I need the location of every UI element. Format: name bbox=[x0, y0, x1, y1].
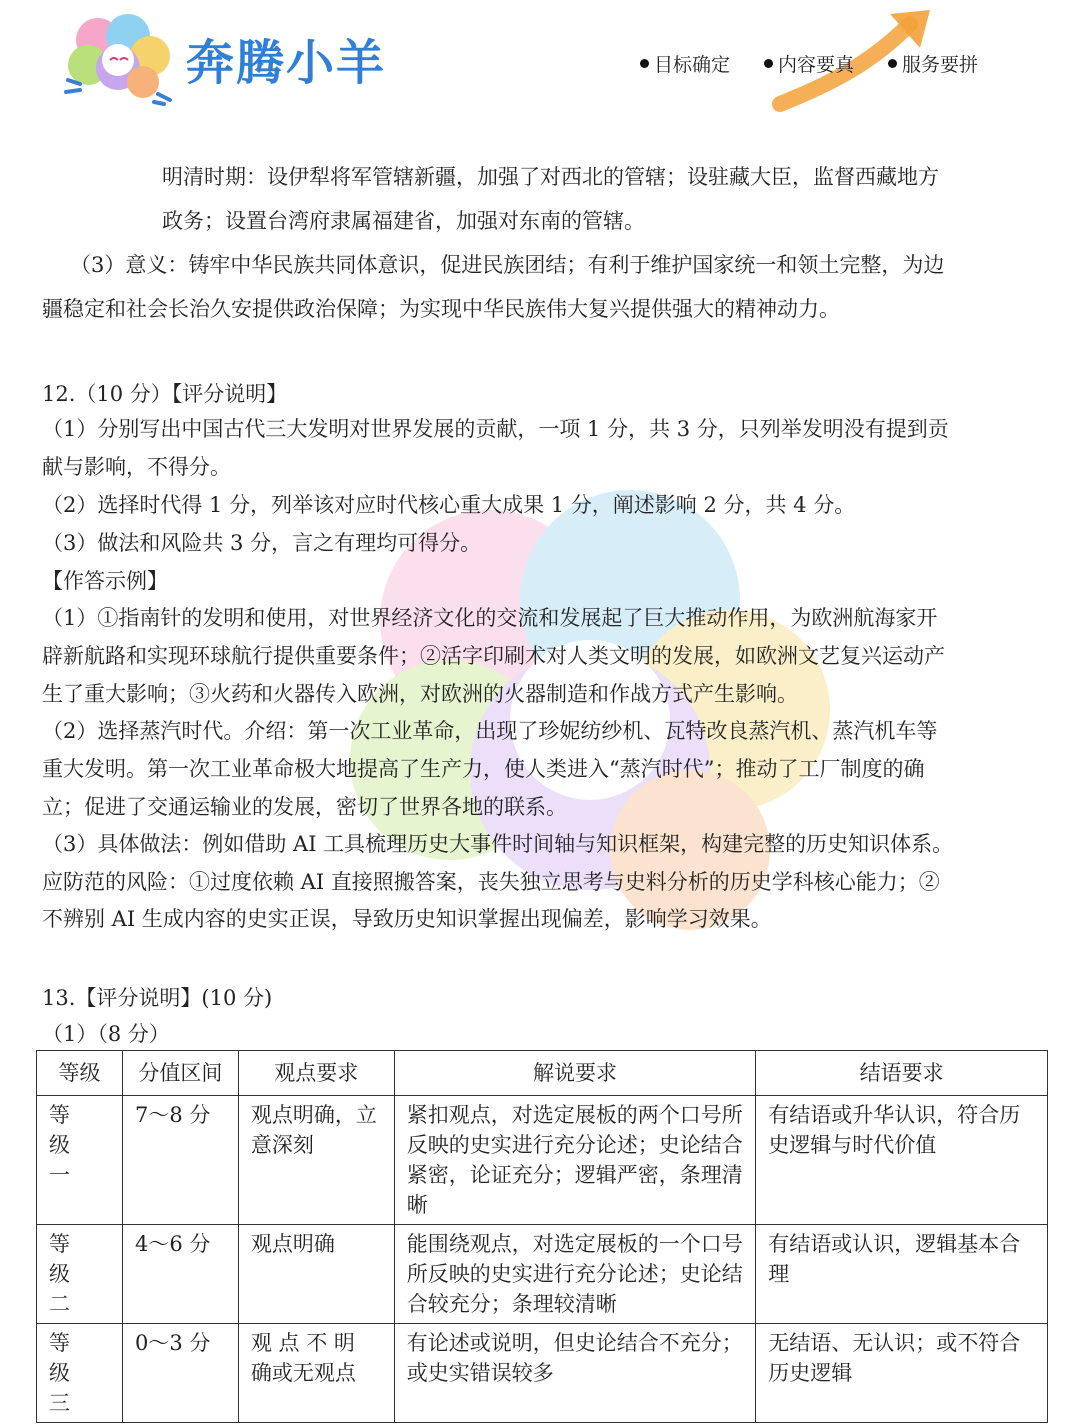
table-row bbox=[37, 1324, 1048, 1423]
text-line: （1）分别写出中国古代三大发明对世界发展的贡献，一项 1 分，共 3 分，只列举发明没有提到贡 bbox=[42, 417, 949, 441]
table-header: 解说要求 bbox=[394, 1051, 756, 1096]
level-cell: 等 级 二 bbox=[37, 1225, 123, 1324]
table-header: 等级 bbox=[37, 1051, 123, 1096]
score-cell: 0～3 分 bbox=[122, 1324, 238, 1423]
view-cell: 观 点 不 明 确或无观点 bbox=[238, 1324, 394, 1423]
bullet-icon bbox=[764, 59, 773, 68]
view-cell: 观点明确 bbox=[238, 1225, 394, 1324]
view-cell: 观点明确，立意深刻 bbox=[238, 1096, 394, 1225]
table-row bbox=[37, 1096, 1048, 1225]
text-line: 不辨别 AI 生成内容的史实正误，导致历史知识掌握出现偏差，影响学习效果。 bbox=[42, 907, 772, 931]
score-cell: 4～6 分 bbox=[122, 1225, 238, 1324]
explain-cell: 紧扣观点，对选定展板的两个口号所反映的史实进行充分论述；史论结合紧密，论证充分；逻辑严密，条理清晰 bbox=[394, 1096, 756, 1225]
table-header: 观点要求 bbox=[238, 1051, 394, 1096]
text-line: 疆稳定和社会长治久安提供政治保障；为实现中华民族伟大复兴提供强大的精神动力。 bbox=[42, 297, 840, 321]
text-line: （3）做法和风险共 3 分，言之有理均可得分。 bbox=[42, 531, 482, 555]
slogan-tag: 内容要真 bbox=[764, 50, 854, 77]
slogan-tag: 目标确定 bbox=[640, 50, 730, 77]
text-line: 立；促进了交通运输业的发展，密切了世界各地的联系。 bbox=[42, 795, 567, 819]
slogan-tag: 服务要拼 bbox=[888, 50, 978, 77]
score-cell: 7～8 分 bbox=[122, 1096, 238, 1225]
text-line: （1）①指南针的发明和使用，对世界经济文化的交流和发展起了巨大推动作用，为欧洲航海家开 bbox=[42, 606, 938, 630]
bullet-icon bbox=[888, 59, 897, 68]
brand-name: 奔腾小羊 bbox=[186, 35, 387, 91]
text-line: 应防范的风险：①过度依赖 AI 直接照搬答案，丧失独立思考与史料分析的历史学科核心能力；② bbox=[42, 870, 940, 894]
answer-example-heading: 【作答示例】 bbox=[42, 569, 168, 593]
text-line: （2）选择时代得 1 分，列举该对应时代核心重大成果 1 分，阐述影响 2 分，共 4 分。 bbox=[42, 493, 856, 517]
explain-cell: 能围绕观点，对选定展板的一个口号所反映的史实进行充分论述；史论结合较充分；条理较清晰 bbox=[394, 1225, 756, 1324]
ending-cell: 有结语或升华认识，符合历史逻辑与时代价值 bbox=[756, 1096, 1048, 1225]
text-line: 辟新航路和实现环球航行提供重要条件；②活字印刷术对人类文明的发展，如欧洲文艺复兴运动产 bbox=[42, 644, 945, 668]
text-line: 重大发明。第一次工业革命极大地提高了生产力，使人类进入“蒸汽时代”；推动了工厂制度的确 bbox=[42, 757, 925, 781]
text-line: （2）选择蒸汽时代。介绍：第一次工业革命，出现了珍妮纺纱机、瓦特改良蒸汽机、蒸汽机车等 bbox=[42, 719, 938, 743]
ending-cell: 无结语、无认识；或不符合历史逻辑 bbox=[756, 1324, 1048, 1423]
question-12-title: 12.（10 分）【评分说明】 bbox=[42, 382, 288, 406]
table-header: 分值区间 bbox=[122, 1051, 238, 1096]
text-line: （3）意义：铸牢中华民族共同体意识，促进民族团结；有利于维护国家统一和领土完整，为边 bbox=[70, 253, 945, 277]
text-line: 政务；设置台湾府隶属福建省，加强对东南的管辖。 bbox=[162, 209, 645, 233]
grading-table bbox=[36, 1050, 1048, 1423]
question-13-title: 13.【评分说明】(10 分) bbox=[42, 986, 273, 1010]
level-cell: 等 级 三 bbox=[37, 1324, 123, 1423]
text-line: 献与影响，不得分。 bbox=[42, 455, 231, 479]
sheep-logo-icon bbox=[58, 10, 178, 108]
table-header-row bbox=[37, 1051, 1048, 1096]
question-13-subtitle: （1）（8 分） bbox=[42, 1022, 170, 1046]
text-line: （3）具体做法：例如借助 AI 工具梳理历史大事件时间轴与知识框架，构建完整的历史知识体系。 bbox=[42, 832, 954, 856]
ending-cell: 有结语或认识，逻辑基本合理 bbox=[756, 1225, 1048, 1324]
text-line: 生了重大影响；③火药和火器传入欧洲，对欧洲的火器制造和作战方式产生影响。 bbox=[42, 682, 798, 706]
text-line: 明清时期：设伊犁将军管辖新疆，加强了对西北的管辖；设驻藏大臣，监督西藏地方 bbox=[162, 165, 939, 189]
slogan-tags bbox=[640, 50, 978, 77]
bullet-icon bbox=[640, 59, 649, 68]
table-header: 结语要求 bbox=[756, 1051, 1048, 1096]
page-header bbox=[0, 0, 1080, 125]
level-cell: 等 级 一 bbox=[37, 1096, 123, 1225]
table-row bbox=[37, 1225, 1048, 1324]
explain-cell: 有论述或说明，但史论结合不充分；或史实错误较多 bbox=[394, 1324, 756, 1423]
